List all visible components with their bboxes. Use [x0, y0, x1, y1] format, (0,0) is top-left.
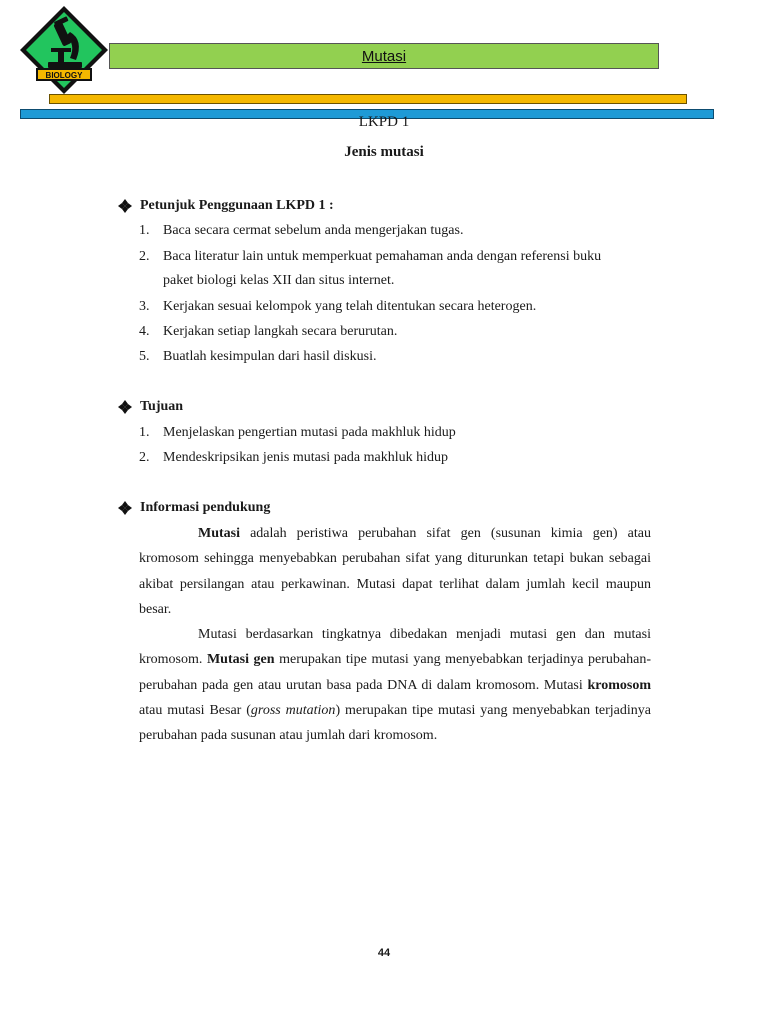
section-heading-petunjuk: Petunjuk Penggunaan LKPD 1 : [118, 198, 334, 214]
lkpd-label: LKPD 1 [358, 114, 410, 130]
list-item: 4. Kerjakan setiap langkah secara berurutan. [139, 324, 398, 339]
section-heading-informasi: Informasi pendukung [118, 500, 270, 516]
list-item: 1. Menjelaskan pengertian mutasi pada makhluk hidup [139, 425, 456, 440]
section-heading-tujuan: Tujuan [118, 399, 183, 415]
header-title-bar [109, 43, 659, 69]
stripe-yellow [49, 94, 687, 104]
page-number: 44 [377, 947, 391, 959]
worksheet-subtitle: Jenis mutasi [344, 144, 424, 160]
list-item: 3. Kerjakan sesuai kelompok yang telah ditentukan secara heterogen. [139, 299, 537, 314]
logo-text: BIOLOGY [45, 71, 83, 80]
list-item-continuation: paket biologi kelas XII dan situs internet. [163, 273, 395, 288]
list-item: 2. Mendeskripsikan jenis mutasi pada makhluk hidup [139, 450, 449, 465]
paragraph-definition: Mutasi adalah peristiwa perubahan sifat gen (susunan kimia gen) atau kromosom sehingga menyebabkan perubahan sifat yang diturunkan tetapi bukan sebagai akibat persilangan atau perkawinan. Mutasi dapat terlihat dalam jumlah kecil maupun besar. [139, 526, 651, 617]
list-item: 5. Buatlah kesimpulan dari hasil diskusi. [139, 349, 377, 364]
biology-logo [18, 4, 110, 96]
page-title: Mutasi [361, 47, 407, 65]
diamond-bullet-icon [118, 199, 132, 213]
paragraph-types: Mutasi berdasarkan tingkatnya dibedakan menjadi mutasi gen dan mutasi kromosom. Mutasi gen merupakan tipe mutasi yang menyebabkan terjadinya perubahan-perubahan pada gen atau urutan basa pada DNA di dalam kromosom. Mutasi kromosom atau mutasi Besar (gross mutation) merupakan tipe mutasi yang menyebabkan terjadinya perubahan pada susunan atau jumlah dari kromosom. [139, 627, 651, 744]
diamond-bullet-icon [118, 501, 132, 515]
list-item: 2. Baca literatur lain untuk memperkuat pemahaman anda dengan referensi buku [139, 249, 602, 264]
list-item: 1. Baca secara cermat sebelum anda mengerjakan tugas. [139, 223, 464, 238]
diamond-bullet-icon [118, 400, 132, 414]
